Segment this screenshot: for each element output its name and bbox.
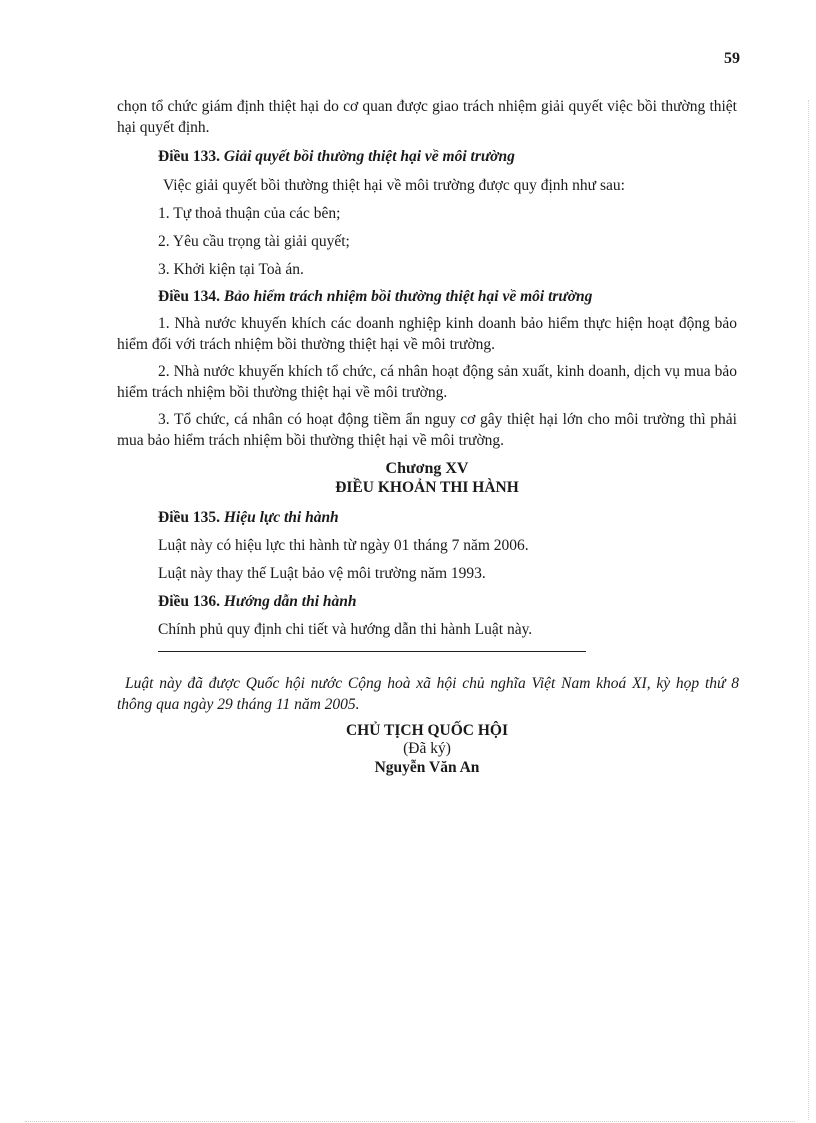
list-item: 1. Tự thoả thuận của các bên; xyxy=(158,205,341,222)
signature-signed: (Đã ký) xyxy=(403,740,451,757)
article-133-title: Giải quyết bồi thường thiệt hại về môi trường xyxy=(223,148,515,165)
article-134-item-2 xyxy=(117,361,737,403)
article-134-item-1 xyxy=(117,313,737,355)
article-134-item-3 xyxy=(117,409,737,451)
chapter-heading xyxy=(117,459,737,497)
article-135-line-1 xyxy=(117,535,737,556)
page-edge-dots xyxy=(808,100,809,1120)
chapter-number: Chương XV xyxy=(385,460,469,477)
list-item: 3. Tổ chức, cá nhân có hoạt động tiềm ẩn nguy cơ gây thiệt hại lớn cho môi trường thì phải mua bảo hiểm trách nhiệm bồi thường thiệt hại về môi trường. xyxy=(117,411,737,449)
closing-note-text: Luật này đã được Quốc hội nước Cộng hoà xã hội chủ nghĩa Việt Nam khoá XI, kỳ họp thứ 8 thông qua ngày 29 tháng 11 năm 2005. xyxy=(117,675,739,713)
article-135-title: Hiệu lực thi hành xyxy=(223,509,339,526)
article-133-lead-text: Việc giải quyết bồi thường thiệt hại về môi trường được quy định như sau: xyxy=(163,177,625,194)
list-item: 1. Nhà nước khuyến khích các doanh nghiệp kinh doanh bảo hiểm thực hiện hoạt động bảo hiểm đối với trách nhiệm bồi thường thiệt hại về môi trường. xyxy=(117,315,737,353)
article-133-label: Điều 133. xyxy=(158,148,220,165)
page-number: 59 xyxy=(724,50,740,67)
intro-text: chọn tổ chức giám định thiệt hại do cơ quan được giao trách nhiệm giải quyết việc bồi thường thiệt hại quyết định. xyxy=(117,98,737,136)
article-136-text: Chính phủ quy định chi tiết và hướng dẫn thi hành Luật này. xyxy=(158,621,533,638)
chapter-title: ĐIỀU KHOẢN THI HÀNH xyxy=(335,479,519,496)
article-135-heading xyxy=(117,507,737,528)
section-divider xyxy=(158,651,586,652)
article-135-text: Luật này thay thế Luật bảo vệ môi trường năm 1993. xyxy=(158,565,486,582)
article-135-line-2 xyxy=(117,563,737,584)
article-136-line xyxy=(117,619,737,640)
article-136-title: Hướng dẫn thi hành xyxy=(223,593,357,610)
list-item: 2. Yêu cầu trọng tài giải quyết; xyxy=(158,233,350,250)
signature-name: Nguyễn Văn An xyxy=(374,759,480,776)
signature-block xyxy=(117,722,737,778)
article-135-label: Điều 135. xyxy=(158,509,220,526)
page-bottom-dots xyxy=(25,1121,795,1122)
article-133-lead xyxy=(163,175,737,196)
list-item: 2. Nhà nước khuyến khích tổ chức, cá nhân hoạt động sản xuất, kinh doanh, dịch vụ mua bảo hiểm trách nhiệm bồi thường thiệt hại về môi trường. xyxy=(117,363,737,401)
intro-paragraph xyxy=(117,96,737,138)
signature-title: CHỦ TỊCH QUỐC HỘI xyxy=(345,722,509,739)
article-133-item-1 xyxy=(117,203,737,224)
article-133-item-2 xyxy=(117,231,737,252)
article-134-heading xyxy=(117,286,737,307)
article-133-heading xyxy=(117,146,737,167)
article-136-label: Điều 136. xyxy=(158,593,220,610)
article-136-heading xyxy=(117,591,737,612)
list-item: 3. Khởi kiện tại Toà án. xyxy=(158,261,304,278)
article-134-label: Điều 134. xyxy=(158,288,220,305)
article-133-item-3 xyxy=(117,259,737,280)
article-135-text: Luật này có hiệu lực thi hành từ ngày 01 tháng 7 năm 2006. xyxy=(158,537,529,554)
article-134-title: Bảo hiểm trách nhiệm bồi thường thiệt hại về môi trường xyxy=(223,288,593,305)
closing-note xyxy=(117,673,739,715)
